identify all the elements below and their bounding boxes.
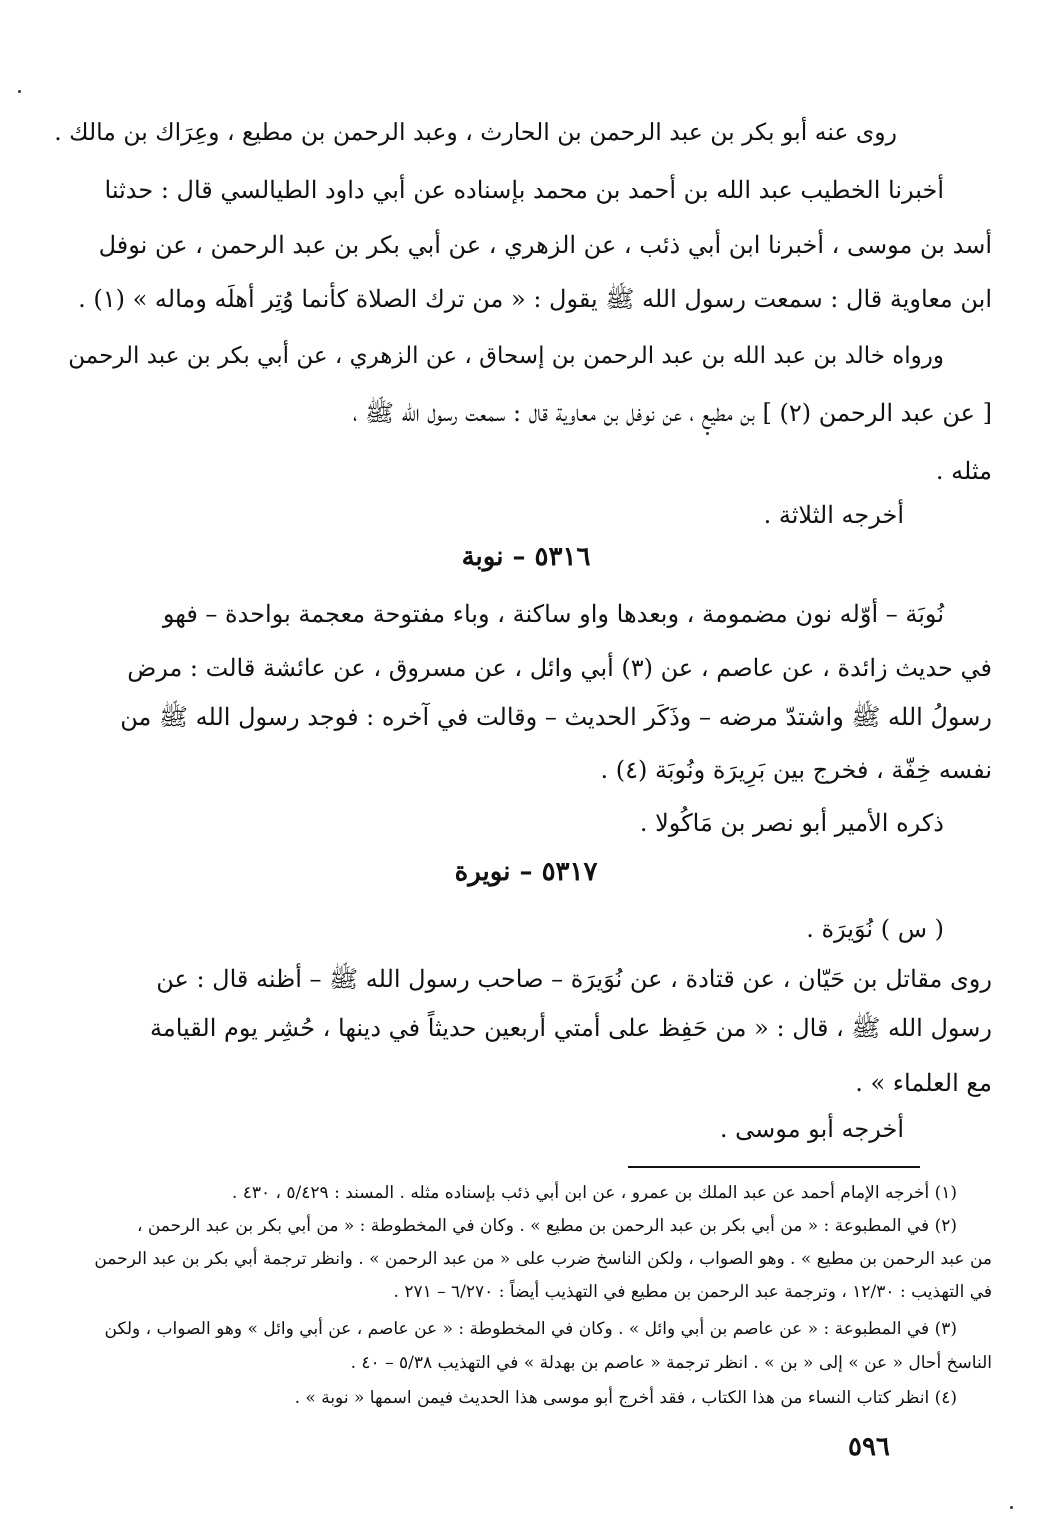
page-number: ٥٩٦: [848, 1432, 890, 1462]
body-line: مثله .: [935, 457, 992, 485]
body-line: روى عنه أبو بكر بن عبد الرحمن بن الحارث ، وعبد الرحمن بن مطيع ، وعِرَاك بن مالك .: [54, 118, 897, 146]
entry-heading: ٥٣١٧ – نويرة: [454, 857, 598, 887]
footnote-line: في التهذيب : ١٢/٣٠ ، وترجمة عبد الرحمن بن مطيع في التهذيب أيضاً : ٦/٢٧٠ – ٢٧١ .: [393, 1282, 992, 1302]
body-line: أخرجه الثلاثة .: [763, 501, 904, 529]
entry-line: رسول الله ﷺ ، قال : « من حَفِظ على أمتي أربعين حديثاً في دينها ، حُشِر يوم القيامة: [149, 1014, 992, 1042]
body-line: ابن معاوية قال : سمعت رسول الله ﷺ يقول : « من ترك الصلاة كأنما وُتِر أهلَه وماله » (١) .: [78, 285, 992, 313]
entry-line: ذكره الأمير أبو نصر بن مَاكُولا .: [639, 809, 944, 837]
entry-line: مع العلماء » .: [855, 1069, 992, 1097]
footnote-line: (٤) انظر كتاب النساء من هذا الكتاب ، فقد أخرج أبو موسى هذا الحديث فيمن اسمها « نوبة » .: [294, 1388, 957, 1408]
body-line: ورواه خالد بن عبد الله بن عبد الرحمن بن إسحاق ، عن الزهري ، عن أبي بكر بن عبد الرحمن: [68, 343, 944, 369]
body-line: أسد بن موسى ، أخبرنا ابن أبي ذئب ، عن الزهري ، عن أبي بكر بن عبد الرحمن ، عن نوفل: [98, 231, 992, 259]
footnote-line: (٢) في المطبوعة : « من أبي بكر بن عبد الرحمن بن مطيع » . وكان في المخطوطة : « من أبي بكر بن عبد الرحمن ،: [136, 1216, 957, 1236]
body-line: [ عن عبد الرحمن (٢) ] بن مطيع ، عن نوفل بن معاوية قال : سمعت رسول الله ﷺ ،: [352, 399, 992, 427]
entry-line: ( س ) نُوَيرَة .: [806, 915, 944, 943]
scan-speck: [1010, 1506, 1013, 1509]
scan-speck: [706, 432, 709, 435]
footnote-separator: [628, 1166, 920, 1168]
entry-line: روى مقاتل بن حَيّان ، عن قتادة ، عن نُوَيرَة – صاحب رسول الله ﷺ – أظنه قال : عن: [156, 965, 992, 993]
footnote-line: الناسخ أحال « عن » إلى « بن » . انظر ترجمة « عاصم بن بهدلة » في التهذيب ٥/٣٨ – ٤٠ .: [350, 1353, 992, 1373]
body-line: أخبرنا الخطيب عبد الله بن أحمد بن محمد بإسناده عن أبي داود الطيالسي قال : حدثنا: [104, 176, 944, 204]
entry-heading: ٥٣١٦ – نوبة: [461, 542, 591, 572]
footnote-line: (١) أخرجه الإمام أحمد عن عبد الملك بن عمرو ، عن ابن أبي ذئب بإسناده مثله . المسند : ٥/٤٢٩ ، ٤٣٠ .: [231, 1183, 957, 1203]
entry-line: رسولُ الله ﷺ واشتدّ مرضه – وذَكَر الحديث – وقالت في آخره : فوجد رسول الله ﷺ من: [120, 703, 992, 731]
footnote-line: من عبد الرحمن بن مطيع » . وهو الصواب ، ولكن الناسخ ضرب على « من عبد الرحمن » . وانظر ترجمة أبي بكر بن عبد الرحمن: [94, 1249, 992, 1269]
entry-line: نفسه خِفّة ، فخرج بين بَرِيرَة ونُوبَة (٤) .: [600, 756, 992, 784]
entry-line: أخرجه أبو موسى .: [719, 1115, 904, 1143]
scan-speck: [18, 90, 21, 93]
footnote-line: (٣) في المطبوعة : « عن عاصم بن أبي وائل » . وكان في المخطوطة : « عن عاصم ، عن أبي وائل » وهو الصواب ، ولكن: [104, 1319, 957, 1339]
entry-line: في حديث زائدة ، عن عاصم ، عن (٣) أبي وائل ، عن مسروق ، عن عائشة قالت : مرض: [127, 654, 992, 682]
entry-line: نُوبَة – أوّله نون مضمومة ، وبعدها واو ساكنة ، وباء مفتوحة معجمة بواحدة – فهو: [162, 600, 944, 628]
